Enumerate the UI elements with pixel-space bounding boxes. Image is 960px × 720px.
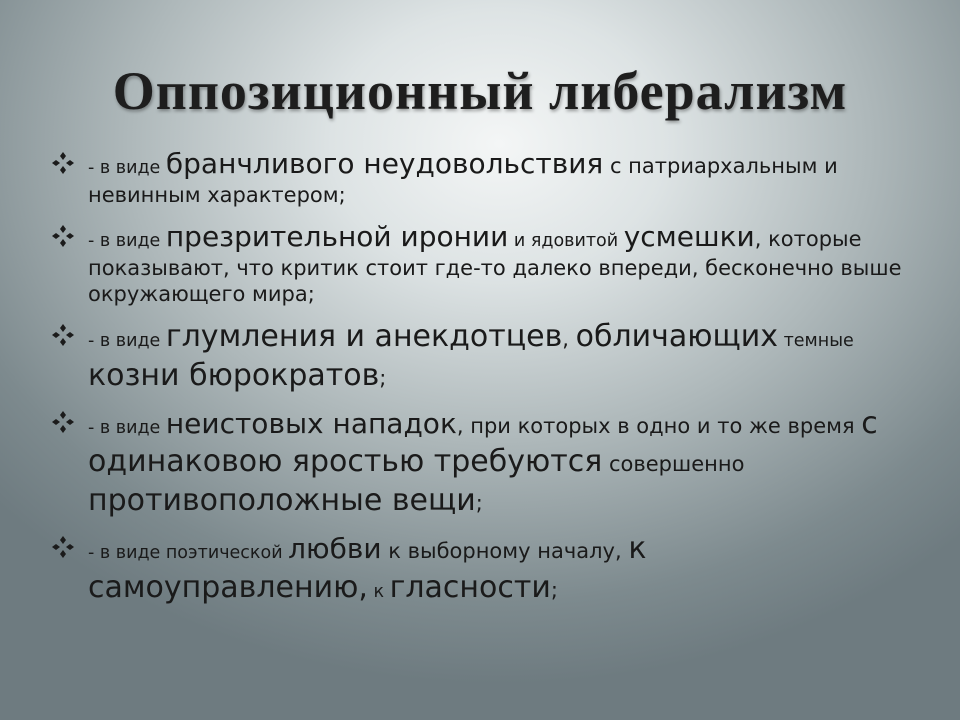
bullet-segment: - в виде [88, 418, 166, 439]
bullet-segment: обличающих [575, 319, 779, 355]
bullet-segment: к выборному началу, [381, 539, 629, 564]
bullet-segment: с патриархальным и невинным характером; [88, 154, 838, 207]
bullet-text [88, 146, 918, 209]
diamond-bullet-icon [52, 225, 74, 247]
bullet-segment: и ядовитой [508, 230, 624, 251]
bullet-segment: - в виде поэтической [88, 543, 289, 564]
bullet-segment: - в виде [88, 158, 166, 178]
bullet-text [88, 219, 918, 309]
bullet-segment: к [367, 581, 390, 602]
bullet-segment: глумления и анекдотцев [165, 319, 563, 355]
bullet-segment: козни бюрократов [88, 357, 380, 393]
bullet-item [48, 405, 918, 520]
diamond-bullet-icon [52, 152, 74, 174]
bullet-text [88, 318, 918, 395]
bullet-segment: - в виде [88, 230, 166, 251]
bullet-segment: презрительной иронии [165, 219, 509, 253]
diamond-bullet-icon [52, 536, 74, 558]
bullet-segment: бранчливого неудовольствия [165, 147, 604, 180]
bullet-item [48, 530, 918, 607]
bullet-segment: гласности [389, 569, 551, 605]
bullet-segment: , которые показывают, что критик стоит где-то далеко впереди, бесконечно выше окружающего мира; [88, 226, 902, 307]
diamond-bullet-icon [52, 411, 74, 433]
bullet-segment: к самоуправлению, [88, 531, 647, 605]
diamond-bullet-icon [52, 324, 74, 346]
bullet-list [48, 146, 918, 607]
bullet-item [48, 219, 918, 309]
bullet-segment: , при которых в одно и то же время [456, 414, 862, 439]
bullet-segment: совершенно [602, 452, 745, 477]
bullet-text [88, 405, 918, 520]
bullet-item [48, 318, 918, 395]
bullet-segment: - в виде [88, 331, 166, 352]
bullet-segment: любви [288, 532, 382, 566]
bullet-segment: ; [475, 490, 483, 515]
bullet-segment: неистовых нападок [165, 407, 457, 441]
bullet-segment: ; [550, 577, 558, 602]
slide-title: Оппозиционный либерализм [112, 61, 848, 121]
bullet-text [88, 530, 918, 607]
bullet-segment: с одинаковою яростью требуются [88, 406, 878, 480]
bullet-segment: , [562, 327, 576, 352]
bullet-segment: ; [379, 365, 387, 390]
bullet-item [48, 146, 918, 209]
bullet-segment: темные [778, 331, 854, 352]
bullet-segment: противоположные вещи [88, 482, 476, 518]
bullet-segment: усмешки [623, 219, 755, 253]
